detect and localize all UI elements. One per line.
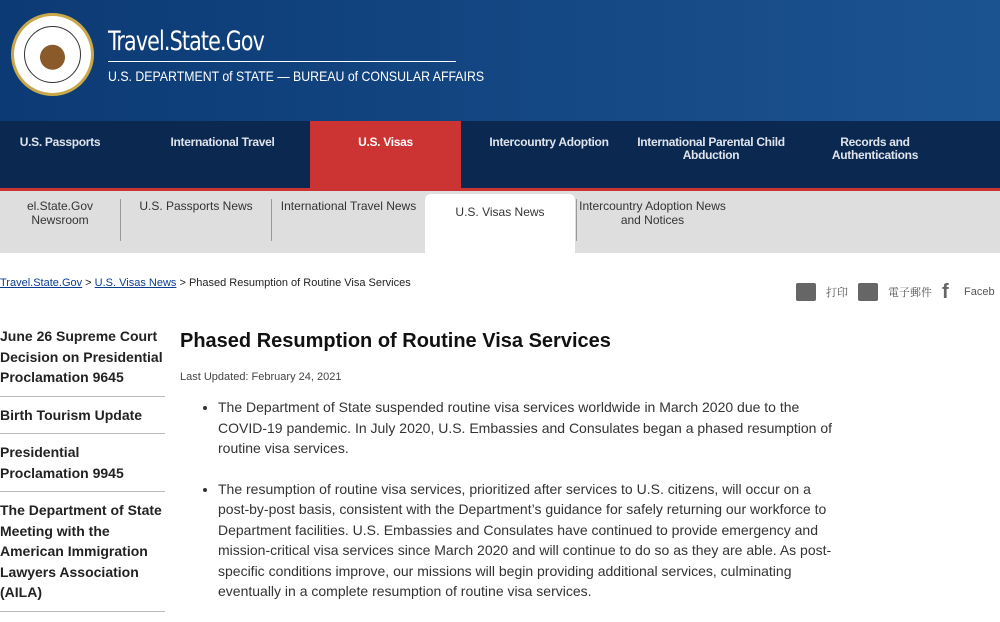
- sidebar: [0, 318, 165, 612]
- header-divider: [108, 61, 456, 62]
- last-updated: Last Updated: February 24, 2021: [180, 371, 342, 383]
- site-subtitle: U.S. DEPARTMENT of STATE — BUREAU of CONSULAR AFFAIRS: [108, 68, 485, 84]
- subnav-adoption-news[interactable]: Intercountry Adoption News and Notices: [576, 199, 728, 241]
- sidebar-item[interactable]: Birth Tourism Update: [0, 397, 165, 435]
- breadcrumb: [0, 277, 411, 289]
- sidebar-item[interactable]: Presidential Proclamation 9945: [0, 434, 165, 492]
- breadcrumb-sep: >: [82, 277, 95, 289]
- share-bar: [796, 283, 1000, 301]
- site-header: [0, 0, 1000, 121]
- nav-records-authentications[interactable]: Records and Authentications: [831, 135, 919, 162]
- breadcrumb-sep: >: [176, 277, 189, 289]
- email-icon[interactable]: [858, 283, 878, 301]
- bullet-item: • The Department of State suspended routine visa services worldwide in March 2020 due to the COVID-19 pandemic. In July 2020, U.S. Embassies and Consulates began a phased resumption of routine visa services.: [218, 397, 840, 459]
- nav-visas[interactable]: U.S. Visas: [310, 121, 461, 188]
- sub-nav: [0, 191, 1000, 253]
- subnav-visas-news[interactable]: U.S. Visas News: [425, 194, 575, 253]
- facebook-link[interactable]: Faceb: [964, 286, 995, 298]
- breadcrumb-current: Phased Resumption of Routine Visa Services: [188, 277, 411, 289]
- print-icon[interactable]: [796, 283, 816, 301]
- email-link[interactable]: 電子郵件: [888, 287, 932, 299]
- site-title[interactable]: Travel.State.Gov: [108, 26, 265, 57]
- article-bullets: [180, 397, 840, 602]
- sidebar-item[interactable]: The Department of State Meeting with the American Immigration Lawyers Association (AILA): [0, 492, 165, 612]
- main-nav: [0, 121, 1000, 191]
- facebook-icon[interactable]: f: [942, 281, 949, 303]
- department-seal-logo[interactable]: [11, 13, 94, 96]
- bullet-item: • The resumption of routine visa services, prioritized after services to U.S. citizens, will occur on a post-by-post basis, consistent with the Department’s guidance for safely returning our workforce to Department facilities. U.S. Embassies and Consulates have continued to provide emergency and mission-critical visa services since March 2020 and will continue to do so as they are able. As post-specific conditions improve, our missions will begin providing additional services, culminating eventually in a complete resumption of routine visa services.: [218, 479, 840, 602]
- subnav-newsroom[interactable]: el.State.Gov Newsroom: [0, 199, 121, 241]
- article: [180, 330, 840, 622]
- nav-intercountry-adoption[interactable]: Intercountry Adoption: [489, 135, 609, 149]
- nav-passports[interactable]: U.S. Passports: [19, 135, 101, 149]
- breadcrumb-section[interactable]: U.S. Visas News: [94, 277, 177, 289]
- nav-international-travel[interactable]: International Travel: [170, 135, 275, 149]
- page-title: Phased Resumption of Routine Visa Services: [180, 330, 611, 352]
- breadcrumb-home[interactable]: Travel.State.Gov: [0, 277, 83, 289]
- nav-parental-child-abduction[interactable]: International Parental Child Abduction: [637, 135, 785, 162]
- sidebar-item[interactable]: June 26 Supreme Court Decision on Presidential Proclamation 9645: [0, 318, 165, 397]
- subnav-travel-news[interactable]: International Travel News: [280, 199, 417, 213]
- print-link[interactable]: 打印: [826, 287, 848, 299]
- subnav-passports-news[interactable]: U.S. Passports News: [121, 199, 272, 241]
